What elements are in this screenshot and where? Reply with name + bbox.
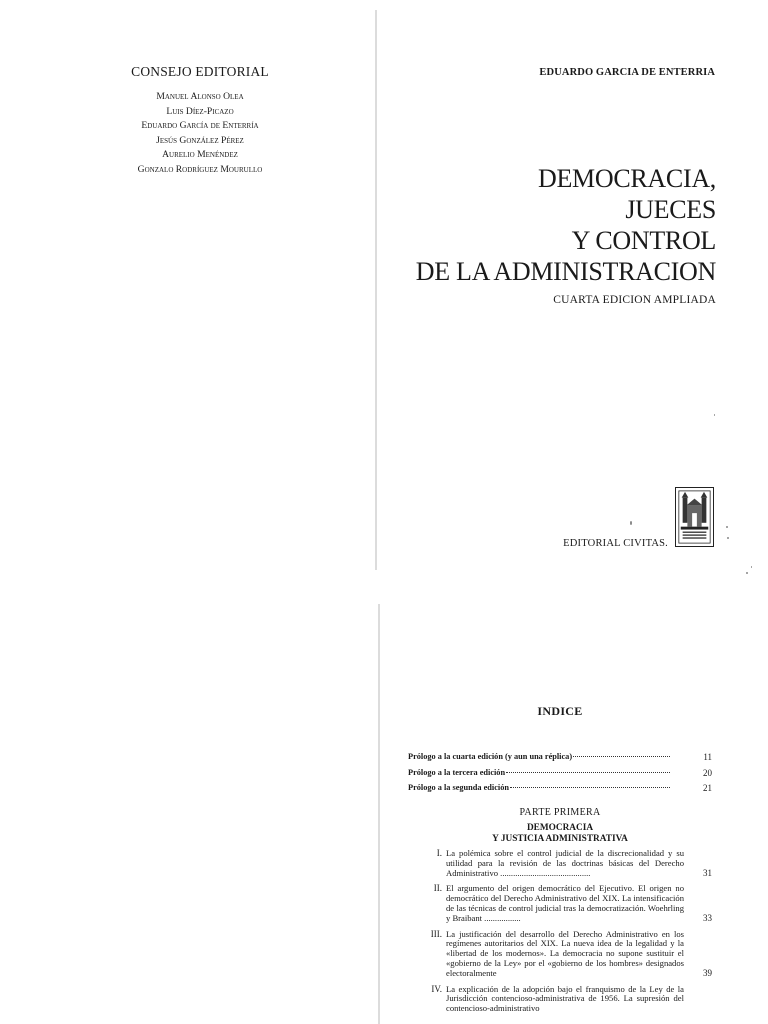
chapter-list [408,849,712,1020]
index-entry [408,783,712,799]
index-entry-label: Prólogo a la segunda edición [408,783,509,792]
book-title-line: Y CONTROL [571,226,716,255]
board-member: Luis Díez-Picazo [166,105,234,117]
page-fold-line [375,10,377,570]
board-member: Manuel Alonso Olea [156,91,244,102]
scan-speck [630,521,632,525]
civitas-logo-icon [675,487,714,547]
chapter-page: 31 [703,867,712,878]
board-member: Eduardo García de Enterría [141,120,259,132]
chapter-number: IV. [431,983,442,994]
scan-speck [727,537,729,539]
index-entry-label: Prólogo a la cuarta edición (y aun una réplica) [408,752,573,761]
scan-speck [751,566,752,568]
edition-label: CUARTA EDICION AMPLIADA [553,294,716,306]
editorial-board-title: CONSEJO EDITORIAL [131,64,269,79]
scan-speck [726,526,728,528]
part-heading: PARTE PRIMERA [519,807,601,818]
book-title-line: DEMOCRACIA, [538,164,716,193]
board-member: Jesús González Pérez [156,134,244,146]
book-title [416,163,716,287]
chapter-text: La justificación del desarrollo del Derecho Administrativo en los regímenes autoritarios del XIX. La nueva idea de la legalidad y la «libertad de los modernos». La democracia no supone sustituir el «gobierno de la Ley» por el «gobierno de los hombres» designados electoralmente [446,928,684,978]
chapter-number: III. [430,928,442,939]
index-entry-page: 11 [703,752,712,762]
chapter-number: I. [436,848,442,858]
chapter-text: El argumento del origen democrático del Ejecutivo. El origen no democrático del Derecho Administrativo del XIX. La intensificación de las técnicas de control judicial tras la democratización. Woehrling y Braibant ................. [446,883,684,923]
section-heading-line: Y JUSTICIA ADMINISTRATIVA [492,833,628,844]
index-entry [408,752,712,768]
index-title: INDICE [537,704,583,718]
board-member: Gonzalo Rodríguez Mourullo [137,163,263,175]
chapter-entry [408,930,712,979]
scan-speck [746,572,748,574]
board-member: Aurelio Menéndez [162,149,238,161]
chapter-entry [408,884,712,923]
index-entry-page: 21 [703,783,712,793]
chapter-text: La explicación de la adopción bajo el franquismo de la Ley de la Jurisdicción contencioso-administrativa de 1956. La supresión del contencioso-administrativo [446,983,684,1014]
prologue-list [408,752,712,799]
publisher-name: EDITORIAL CIVITAS. [563,538,668,549]
author-name: EDUARDO GARCIA DE ENTERRIA [539,67,715,78]
chapter-page: 39 [703,967,712,978]
chapter-page: 33 [703,912,712,923]
chapter-entry [408,849,712,878]
book-title-line: DE LA ADMINISTRACION [415,257,716,286]
section-heading [380,823,740,844]
chapter-text: La polémica sobre el control judicial de la discrecionalidad y su utilidad para la revisión de las doctrinas básicas del Derecho Administrativo .......................................... [446,848,684,878]
dot-leader [510,787,670,788]
section-heading-line: DEMOCRACIA [526,823,594,833]
dot-leader [573,756,670,757]
editorial-board [100,64,300,178]
index-entry [408,768,712,784]
chapter-number: II. [433,883,442,894]
index-entry-label: Prólogo a la tercera edición [408,767,506,777]
dot-leader [506,772,670,773]
index-entry-page: 20 [703,767,712,778]
book-title-line: JUECES [625,195,716,224]
scan-speck [714,414,715,416]
chapter-entry [408,985,712,1014]
